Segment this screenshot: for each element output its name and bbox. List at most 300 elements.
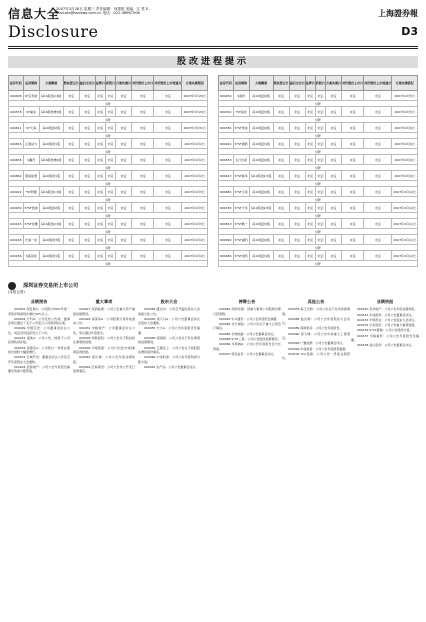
- article-paragraph: 000155 川化股份：公司公告重大事项进展。: [357, 323, 418, 328]
- table-cell: 未定: [63, 107, 79, 117]
- table-cell: 未定: [273, 139, 289, 149]
- status-cell: 停牌: [9, 261, 208, 267]
- table-cell: 未定: [273, 203, 289, 213]
- table-cell: 每10股转增4股: [39, 155, 63, 165]
- table-cell: 000862: [9, 171, 24, 181]
- table-cell: 未定: [154, 155, 182, 165]
- article-paragraph: 000055 方大A：公司公告年度报告及摘要。: [138, 326, 200, 335]
- byline: (本报记者): [8, 290, 25, 294]
- table-cell: S*ST万鸿: [233, 187, 249, 197]
- table-cell: 每10股送1股: [39, 251, 63, 261]
- table-cell: S莲花味: [23, 251, 39, 261]
- table-header-cell: 最后交易日: [289, 76, 305, 91]
- article-column: [73, 297, 135, 615]
- table-cell: 未定: [364, 219, 392, 229]
- status-cell: 停牌: [9, 245, 208, 251]
- table-cell: 2007年4月11日: [392, 235, 418, 245]
- article-paragraph: 000012 南玻A：公司公告，控股子公司获得政府补贴。: [8, 336, 70, 345]
- table-cell: 未定: [95, 139, 105, 149]
- table-cell: 600984: [219, 251, 234, 261]
- table-cell: 2007年4月3日: [182, 203, 208, 213]
- status-cell: 停牌: [219, 133, 418, 139]
- article-paragraph: 000056 深国商：公司公告关于诉讼事项的进展情况。: [138, 336, 200, 345]
- table-row: [219, 187, 418, 197]
- table-cell: 未定: [105, 171, 115, 181]
- table-cell: 未定: [79, 187, 95, 197]
- article-paragraph: 000061 农产品：公司公告董事会决议。: [144, 364, 199, 369]
- table-cell: 未定: [132, 171, 154, 181]
- table-cell: 未定: [364, 155, 392, 165]
- table-cell: S*ST天华: [233, 203, 249, 213]
- table-cell: 未定: [315, 203, 325, 213]
- table-row: [9, 251, 208, 261]
- table-cell: 每10股送2.6股: [39, 91, 63, 101]
- section-heading: [8, 275, 208, 289]
- table-cell: 未定: [364, 91, 392, 101]
- table-cell: 2007年4月10日: [392, 203, 418, 213]
- table-cell: 000578: [9, 107, 24, 117]
- table-cell: 2007年4月2日: [182, 139, 208, 149]
- article-paragraph: 000016 深康佳A：公司预计一季度业绩将出现较大幅度增长。: [8, 345, 70, 354]
- status-cell: 停牌: [219, 213, 418, 219]
- table-cell: 2007年4月3日: [182, 219, 208, 229]
- table-header-cell: 证券代码: [9, 76, 24, 91]
- status-cell: 停牌: [9, 213, 208, 219]
- table-cell: 未定: [315, 187, 325, 197]
- table-subrow: [9, 261, 208, 267]
- article-paragraph: 000090 深天健：公司公告中标重大工程项目。: [282, 331, 350, 341]
- article-paragraph: 000059 辽通化工：公司公告关于控股股东增持股份事宜。: [138, 345, 200, 354]
- status-cell: 停牌: [219, 165, 418, 171]
- table-cell: 每10股送3股: [249, 219, 273, 229]
- table-header-cell: 对价股份上市日: [132, 76, 154, 91]
- status-cell: 停牌: [219, 117, 418, 123]
- table-cell: 000816: [9, 139, 24, 149]
- article-paragraph: 000050 深天马A：公司公告董事会决议及股东大会通知。: [138, 316, 200, 326]
- article-paragraph: 000002 万科A：公司发布公告称，董事会审议通过了关于公司发行公司债券的议案。: [8, 316, 70, 326]
- table-cell: 未定: [273, 123, 289, 133]
- table-cell: 未定: [305, 123, 315, 133]
- table-cell: 未定: [79, 139, 95, 149]
- column-heading: 重大事项: [95, 299, 113, 304]
- article-paragraph: 000156 S*ST嘉瑞：公司公告股改方案。: [357, 328, 413, 333]
- table-cell: S*ST凯迪: [23, 203, 39, 213]
- status-cell: 停牌: [9, 149, 208, 155]
- table-cell: 未定: [154, 203, 182, 213]
- table-cell: 2007年4月2日: [182, 155, 208, 165]
- table-cell: 未定: [364, 251, 392, 261]
- table-cell: 未定: [364, 139, 392, 149]
- table-cell: 每10股送2.5股: [39, 219, 63, 229]
- table-header-cell: 股权登记日: [63, 76, 79, 91]
- table-cell: 600148: [9, 235, 24, 245]
- table-header-cell: 对价股份上市流通日: [364, 76, 392, 91]
- article-column: [351, 297, 419, 615]
- table-cell: 每10股送3股: [39, 235, 63, 245]
- table-header-cell: 方案概要: [249, 76, 273, 91]
- table-cell: 未定: [305, 155, 315, 165]
- table-cell: 2007年4月5日: [392, 91, 418, 101]
- table-cell: 未定: [63, 91, 79, 101]
- table-row: [219, 171, 418, 181]
- table-cell: 未定: [154, 251, 182, 261]
- table-cell: 600145: [9, 219, 24, 229]
- table-cell: 未定: [115, 203, 131, 213]
- table-cell: 每10股送3股: [249, 107, 273, 117]
- table-cell: 每10股送2股: [249, 91, 273, 101]
- table-cell: 未定: [305, 187, 315, 197]
- table-cell: 2007年4月10日: [392, 187, 418, 197]
- article-paragraph: 000151 中成股份：公司公告董事会决议。: [357, 312, 415, 317]
- table-cell: 2007年4月4日: [182, 235, 208, 245]
- table-row: [219, 235, 418, 245]
- status-cell: 停牌: [9, 181, 208, 187]
- table-cell: 未定: [342, 91, 364, 101]
- table-cell: 2007年4月2日: [182, 171, 208, 181]
- table-row: [9, 235, 208, 245]
- table-cell: *ST南化: [233, 107, 249, 117]
- table-cell: 2007年4月6日: [392, 139, 418, 149]
- table-header-cell: 获股日: [315, 76, 325, 91]
- table-cell: 未定: [105, 91, 115, 101]
- table-cell: 未定: [115, 139, 131, 149]
- table-header-cell: 证券代码: [219, 76, 234, 91]
- table-cell: 未定: [105, 187, 115, 197]
- table-cell: 未定: [315, 123, 325, 133]
- table-cell: 未定: [63, 155, 79, 165]
- dateline: 2007年3月28日 星期三 责任编辑：何建锐 美编：江 哲 E-mail:xtx@ssnews.com.cn 电话：021-38967506: [56, 7, 150, 16]
- table-cell: 未定: [79, 235, 95, 245]
- table-cell: 未定: [273, 187, 289, 197]
- table-cell: 未定: [364, 187, 392, 197]
- table-cell: 银星能源: [23, 171, 39, 181]
- table-header-cell: 方案概要: [39, 76, 63, 91]
- table-row: [9, 107, 208, 117]
- table-cell: 未定: [95, 155, 105, 165]
- table-cell: 未定: [325, 107, 341, 117]
- table-cell: 未定: [305, 171, 315, 181]
- table-cell: 未定: [289, 91, 305, 101]
- table-cell: 未定: [115, 251, 131, 261]
- table-cell: 未定: [305, 251, 315, 261]
- table-cell: 未定: [315, 139, 325, 149]
- article-paragraph: 000024 招商地产：公司公告年度报告摘要及利润分配预案。: [8, 364, 70, 374]
- table-cell: 未定: [132, 91, 154, 101]
- table-cell: 太行水泥: [233, 155, 249, 165]
- table-cell: 未定: [63, 187, 79, 197]
- article-paragraph: 000042 深长城：公司公告年度业绩快报。: [73, 355, 135, 364]
- table-row: [9, 203, 208, 213]
- table-cell: 每10股送2股: [39, 123, 63, 133]
- table-cell: 未定: [325, 219, 341, 229]
- table-header-cell: 股权登记日: [273, 76, 289, 91]
- table-cell: 未定: [95, 251, 105, 261]
- table-cell: S*ST湖科: [233, 235, 249, 245]
- table-cell: 未定: [105, 123, 115, 133]
- section-title: 信息大全: [8, 7, 61, 21]
- article-paragraph: 000048 康达尔：公司召开临时股东大会的提示性公告。: [138, 307, 200, 316]
- status-cell: 停牌: [219, 149, 418, 155]
- table-cell: S*ST国药: [233, 139, 249, 149]
- reform-table-left: [8, 75, 208, 267]
- table-cell: 每10股送2.5股: [249, 203, 273, 213]
- table-cell: 未定: [79, 107, 95, 117]
- section-name: 深圳证券交易所上市公司: [23, 283, 79, 289]
- table-cell: 600617: [219, 171, 234, 181]
- table-cell: 未定: [305, 203, 315, 213]
- table-cell: 未定: [289, 203, 305, 213]
- table-cell: ST天润: [23, 123, 39, 133]
- table-cell: 未定: [132, 155, 154, 165]
- table-cell: 未定: [132, 123, 154, 133]
- table-cell: ST宝利来: [23, 91, 39, 101]
- page-number: D3: [401, 25, 418, 38]
- table-cell: 未定: [154, 139, 182, 149]
- table-header-cell: 方案实施日: [115, 76, 131, 91]
- status-cell: 停牌: [219, 261, 418, 267]
- table-cell: 每10股送1股: [249, 251, 273, 261]
- table-cell: 未定: [95, 203, 105, 213]
- article-paragraph: 000096 广聚能源：公司公告董事会决议。: [288, 341, 346, 346]
- table-cell: 2007年4月11日: [392, 219, 418, 229]
- article-paragraph: 000046 泛海建设：公司公告非公开发行股票事宜。: [73, 364, 135, 374]
- article-paragraph: 000009 中国宝安：公司董事会决议公告，同意对外投资设立子公司。: [8, 326, 70, 335]
- table-header-cell: 方案实施情况: [392, 76, 418, 91]
- article-paragraph: 000029 深深房A：公司股票交易异常波动公告。: [73, 316, 135, 326]
- table-cell: S*ST鞍一: [233, 219, 249, 229]
- table-header-cell: 复牌日: [95, 76, 105, 91]
- table-cell: 未定: [105, 155, 115, 165]
- table-cell: 未定: [305, 235, 315, 245]
- table-cell: 未定: [305, 219, 315, 229]
- table-cell: *ST阿继: [23, 187, 39, 197]
- table-header-cell: 对价股份上市日: [342, 76, 364, 91]
- article-column: [138, 297, 200, 615]
- article-column: [213, 297, 281, 615]
- table-cell: 每10股送1.5股: [249, 171, 273, 181]
- masthead: [8, 5, 418, 45]
- header-rule-thin: [8, 48, 418, 49]
- article-paragraph: 000157 中联重科：公司公告年度报告及摘要。: [351, 333, 419, 343]
- table-cell: 000008: [9, 91, 24, 101]
- table-cell: 未定: [289, 187, 305, 197]
- article-paragraph: 000065 北方国际：公司公告关于重大合同签订事宜。: [213, 322, 281, 331]
- table-row: [219, 251, 418, 261]
- table-cell: 未定: [79, 91, 95, 101]
- table-header-cell: 对价股份上市流通日: [154, 76, 182, 91]
- table-cell: 未定: [305, 139, 315, 149]
- table-cell: 未定: [315, 155, 325, 165]
- table-cell: 未定: [289, 219, 305, 229]
- table-cell: 未定: [364, 235, 392, 245]
- table-cell: 未定: [95, 123, 105, 133]
- table-row: [219, 107, 418, 117]
- table-cell: 未定: [325, 235, 341, 245]
- header-rule: [8, 46, 418, 47]
- table-cell: 未定: [95, 219, 105, 229]
- table-cell: 600892: [219, 235, 234, 245]
- reform-table-right: [218, 75, 418, 267]
- table-cell: 600681: [219, 187, 234, 197]
- table-cell: 未定: [63, 139, 79, 149]
- article-paragraph: 000153 丰原药业：公司公告股东大会决议。: [357, 317, 418, 322]
- table-cell: 未定: [105, 107, 115, 117]
- table-cell: 未定: [105, 251, 115, 261]
- table-cell: 未定: [289, 123, 305, 133]
- table-cell: 未定: [325, 171, 341, 181]
- article-paragraph: 000063 中兴通讯：公司公告年度报告摘要。: [219, 316, 280, 321]
- status-cell: 停牌: [219, 245, 418, 251]
- table-cell: 未定: [289, 107, 305, 117]
- table-cell: 未定: [325, 187, 341, 197]
- table-subrow: [219, 261, 418, 267]
- table-cell: 未定: [63, 203, 79, 213]
- table-cell: 未定: [325, 91, 341, 101]
- table-cell: 未定: [364, 203, 392, 213]
- status-cell: 停牌: [219, 229, 418, 235]
- table-cell: 未定: [325, 139, 341, 149]
- table-row: [9, 171, 208, 181]
- table-cell: 未定: [79, 155, 95, 165]
- table-cell: 未定: [95, 235, 105, 245]
- table-cell: 未定: [305, 91, 315, 101]
- article-paragraph: 000039 中集集团：公司公告发行H股事项获得批准。: [73, 345, 135, 354]
- table-cell: 每10股送1股: [39, 139, 63, 149]
- table-cell: 未定: [79, 203, 95, 213]
- article-paragraph: 000070 特发信息：公司公告董事会决议。: [219, 351, 277, 356]
- table-cell: 未定: [342, 171, 364, 181]
- table-row: [219, 91, 418, 101]
- status-cell: 停牌: [9, 229, 208, 235]
- table-cell: 每10股送1股: [39, 171, 63, 181]
- table-cell: 未定: [364, 123, 392, 133]
- column-heading: 业绩预告: [30, 299, 48, 304]
- table-cell: 2007年3月31日: [182, 123, 208, 133]
- table-cell: 未定: [95, 171, 105, 181]
- table-cell: 未定: [315, 171, 325, 181]
- table-cell: 未定: [115, 219, 131, 229]
- table-cell: 未定: [154, 171, 182, 181]
- article-column: [8, 297, 70, 615]
- article-paragraph: 000066 长城电脑：公司公告董事会决议。: [219, 331, 277, 336]
- table-cell: 未定: [154, 107, 182, 117]
- table-cell: 未定: [315, 235, 325, 245]
- table-row: [219, 139, 418, 149]
- table-cell: 未定: [115, 235, 131, 245]
- table-cell: 未定: [325, 123, 341, 133]
- article-paragraph: 000068 S*ST三星：公司公告股改进展情况。: [219, 337, 281, 342]
- table-cell: 未定: [105, 203, 115, 213]
- status-cell: 停牌: [9, 197, 208, 203]
- table-cell: 未定: [79, 123, 95, 133]
- table-cell: 每10股送2股: [249, 187, 273, 197]
- table-cell: 每10股送2股: [249, 123, 273, 133]
- article-column: [282, 297, 350, 615]
- table-cell: 未定: [154, 187, 182, 197]
- article-paragraph: 000069 华侨城A：公司公告年度报告及分红预案。: [213, 342, 281, 351]
- article-paragraph: 000021 长城开发：董事会决议公告及召开年度股东大会通知。: [8, 355, 70, 364]
- table-header-cell: 方案实施情况: [182, 76, 208, 91]
- status-cell: 停牌: [219, 197, 418, 203]
- table-cell: 2007年4月9日: [392, 171, 418, 181]
- table-cell: 未定: [315, 107, 325, 117]
- table-cell: 每10股转增3股: [39, 107, 63, 117]
- table-cell: 2007年3月29日: [182, 91, 208, 101]
- table-cell: 2007年4月9日: [392, 155, 418, 165]
- table-cell: 600421: [219, 139, 234, 149]
- table-row: [9, 91, 208, 101]
- table-cell: 600813: [219, 219, 234, 229]
- table-cell: 600553: [219, 155, 234, 165]
- english-title: Disclosure: [8, 22, 99, 41]
- table-cell: 未定: [115, 91, 131, 101]
- table-cell: 未定: [289, 171, 305, 181]
- table-row: [219, 155, 418, 165]
- table-cell: 未定: [273, 91, 289, 101]
- table-cell: 未定: [342, 123, 364, 133]
- column-heading: 股东大会: [160, 299, 178, 304]
- table-cell: 000836: [9, 155, 24, 165]
- table-cell: 未定: [105, 139, 115, 149]
- table-cell: 未定: [63, 219, 79, 229]
- table-cell: 未定: [115, 171, 131, 181]
- article-paragraph: 000036 华联控股：公司公告关于股权转让事项的进展。: [73, 336, 135, 345]
- table-cell: 600745: [219, 203, 234, 213]
- table-cell: 每10股送1股: [249, 139, 273, 149]
- status-cell: 停牌: [9, 165, 208, 171]
- table-cell: 未定: [105, 219, 115, 229]
- article-paragraph: 000060 中金岭南：公司公告年度利润分配方案。: [138, 355, 200, 364]
- table-cell: 000922: [9, 187, 24, 197]
- article-paragraph: 000099 中信海直：公司公告年度经营数据。: [288, 346, 349, 351]
- table-cell: S鑫茂: [23, 155, 39, 165]
- table-cell: 600186: [9, 251, 24, 261]
- table-cell: 未定: [132, 187, 154, 197]
- table-cell: 长春一东: [23, 235, 39, 245]
- table-header-cell: 最后交易日: [79, 76, 95, 91]
- table-cell: 未定: [132, 235, 154, 245]
- table-cell: S南纺: [233, 91, 249, 101]
- article-paragraph: 000027 深圳能源：公司公告重大资产重组进展情况。: [73, 307, 135, 316]
- article-paragraph: 000088 盐田港：公司公告年度股东大会决议。: [282, 316, 350, 326]
- table-cell: 未定: [342, 203, 364, 213]
- table-row: [9, 219, 208, 229]
- table-cell: 2007年4月4日: [182, 251, 208, 261]
- table-header-cell: 复牌日: [305, 76, 315, 91]
- table-cell: 未定: [342, 251, 364, 261]
- table-cell: 未定: [132, 107, 154, 117]
- table-cell: 未定: [273, 235, 289, 245]
- status-cell: 停牌: [9, 133, 208, 139]
- table-cell: 未定: [95, 107, 105, 117]
- table-cell: 000939: [9, 203, 24, 213]
- exchange-logo-icon: [8, 282, 16, 290]
- table-cell: 未定: [115, 187, 131, 197]
- table-cell: 2007年4月6日: [392, 123, 418, 133]
- status-cell: 停牌: [219, 181, 418, 187]
- article-paragraph: 000062 深圳华强：因重大事项公司股票自即日起停牌。: [213, 307, 281, 316]
- table-cell: 未定: [132, 251, 154, 261]
- table-header-cell: 证券简称: [23, 76, 39, 91]
- article-paragraph: 000089 深圳机场：公司公告年度报告。: [288, 326, 343, 331]
- table-cell: 未定: [105, 235, 115, 245]
- table-cell: 未定: [289, 235, 305, 245]
- table-row: [219, 219, 418, 229]
- table-cell: 未定: [132, 219, 154, 229]
- table-cell: 未定: [63, 235, 79, 245]
- table-cell: 未定: [95, 187, 105, 197]
- table-cell: 未定: [95, 91, 105, 101]
